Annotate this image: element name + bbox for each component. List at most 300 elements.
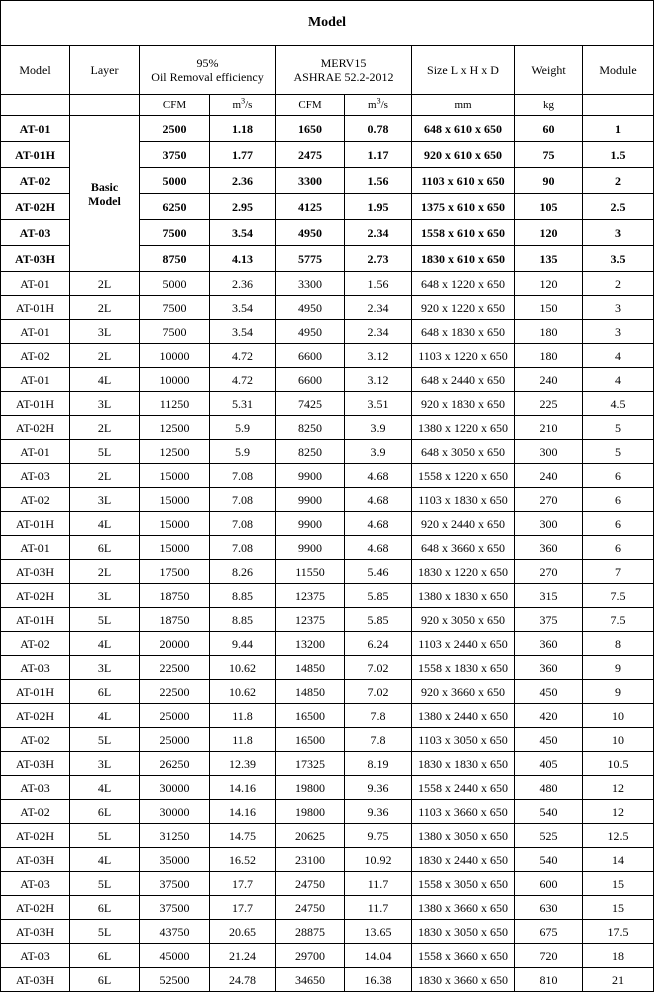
cell-module: 15 <box>583 896 654 920</box>
cell-module: 21 <box>583 968 654 992</box>
cell-weight: 240 <box>515 464 583 488</box>
unit-cfm: CFM <box>276 95 345 116</box>
cell-m3s1: 2.36 <box>210 272 276 296</box>
cell-weight: 360 <box>515 632 583 656</box>
cell-model: AT-02H <box>1 896 70 920</box>
cell-size: 920 x 1220 x 650 <box>412 296 515 320</box>
cell-cfm1: 18750 <box>140 584 210 608</box>
cell-size: 1830 x 1830 x 650 <box>412 752 515 776</box>
cell-cfm2: 4950 <box>276 296 345 320</box>
table-row <box>1 392 654 416</box>
cell-size: 920 x 1830 x 650 <box>412 392 515 416</box>
cell-cfm2: 13200 <box>276 632 345 656</box>
cell-m3s1: 17.7 <box>210 896 276 920</box>
cell-weight: 525 <box>515 824 583 848</box>
cell-m3s1: 24.78 <box>210 968 276 992</box>
cell-m3s2: 3.9 <box>345 416 412 440</box>
cell-size: 1103 x 610 x 650 <box>412 168 515 194</box>
table-row <box>1 512 654 536</box>
unit-m3s-base: m <box>368 99 377 111</box>
cell-cfm2: 24750 <box>276 896 345 920</box>
cell-cfm1: 10000 <box>140 344 210 368</box>
cell-weight: 120 <box>515 272 583 296</box>
cell-cfm1: 30000 <box>140 800 210 824</box>
cell-layer: 2L <box>70 416 140 440</box>
cell-module: 5 <box>583 416 654 440</box>
cell-m3s1: 21.24 <box>210 944 276 968</box>
cell-cfm1: 31250 <box>140 824 210 848</box>
cell-module: 3 <box>583 320 654 344</box>
cell-module: 2 <box>583 272 654 296</box>
cell-cfm1: 52500 <box>140 968 210 992</box>
cell-layer-basic-model <box>70 116 140 272</box>
cell-size: 920 x 3050 x 650 <box>412 608 515 632</box>
cell-weight: 270 <box>515 488 583 512</box>
cell-cfm1: 10000 <box>140 368 210 392</box>
cell-m3s1: 2.95 <box>210 194 276 220</box>
cell-weight: 375 <box>515 608 583 632</box>
unit-cfm: CFM <box>140 95 210 116</box>
table-row <box>1 464 654 488</box>
unit-m3s-base: m <box>232 99 242 111</box>
cell-size: 1380 x 3660 x 650 <box>412 896 515 920</box>
cell-m3s1: 4.72 <box>210 368 276 392</box>
cell-cfm1: 2500 <box>140 116 210 142</box>
cell-module: 10.5 <box>583 752 654 776</box>
cell-weight: 300 <box>515 512 583 536</box>
cell-cfm1: 3750 <box>140 142 210 168</box>
table-row <box>1 116 654 142</box>
header-weight: Weight <box>515 46 583 95</box>
cell-size: 1103 x 3660 x 650 <box>412 800 515 824</box>
cell-m3s2: 9.36 <box>345 776 412 800</box>
cell-cfm1: 6250 <box>140 194 210 220</box>
cell-cfm2: 8250 <box>276 440 345 464</box>
cell-cfm2: 6600 <box>276 344 345 368</box>
cell-m3s2: 7.8 <box>345 728 412 752</box>
cell-m3s2: 9.75 <box>345 824 412 848</box>
cell-module: 12 <box>583 776 654 800</box>
cell-m3s2: 14.04 <box>345 944 412 968</box>
cell-weight: 450 <box>515 728 583 752</box>
cell-weight: 210 <box>515 416 583 440</box>
header-oil-line1: 95% <box>196 56 219 70</box>
unit-m3s <box>345 95 412 116</box>
cell-layer: 5L <box>70 824 140 848</box>
unit-m3s-tail: /s <box>245 99 253 111</box>
cell-m3s2: 2.34 <box>345 296 412 320</box>
cell-weight: 180 <box>515 320 583 344</box>
cell-weight: 315 <box>515 584 583 608</box>
cell-size: 1830 x 2440 x 650 <box>412 848 515 872</box>
cell-module: 18 <box>583 944 654 968</box>
cell-size: 1558 x 610 x 650 <box>412 220 515 246</box>
cell-cfm1: 26250 <box>140 752 210 776</box>
cell-cfm1: 7500 <box>140 320 210 344</box>
cell-cfm1: 12500 <box>140 416 210 440</box>
header-merv-line2: ASHRAE 52.2-2012 <box>293 70 394 84</box>
cell-m3s1: 2.36 <box>210 168 276 194</box>
table-row <box>1 584 654 608</box>
table-row <box>1 752 654 776</box>
cell-layer: 5L <box>70 440 140 464</box>
cell-cfm2: 6600 <box>276 368 345 392</box>
cell-module: 9 <box>583 680 654 704</box>
unit-m3s-sup: 3 <box>376 96 381 106</box>
cell-module: 17.5 <box>583 920 654 944</box>
cell-model: AT-02H <box>1 704 70 728</box>
cell-m3s2: 4.68 <box>345 536 412 560</box>
table-row <box>1 296 654 320</box>
table-row <box>1 416 654 440</box>
cell-cfm2: 2475 <box>276 142 345 168</box>
cell-m3s1: 5.9 <box>210 416 276 440</box>
table-row <box>1 560 654 584</box>
cell-weight: 225 <box>515 392 583 416</box>
cell-m3s2: 1.56 <box>345 272 412 296</box>
cell-weight: 420 <box>515 704 583 728</box>
cell-m3s1: 3.54 <box>210 220 276 246</box>
cell-model: AT-02H <box>1 416 70 440</box>
cell-layer: 4L <box>70 368 140 392</box>
cell-cfm2: 17325 <box>276 752 345 776</box>
header-merv <box>276 46 412 95</box>
cell-module: 2.5 <box>583 194 654 220</box>
cell-layer: 4L <box>70 704 140 728</box>
cell-m3s2: 3.12 <box>345 368 412 392</box>
cell-weight: 300 <box>515 440 583 464</box>
cell-m3s2: 7.02 <box>345 656 412 680</box>
cell-module: 2 <box>583 168 654 194</box>
cell-m3s2: 1.56 <box>345 168 412 194</box>
table-row <box>1 608 654 632</box>
cell-cfm1: 5000 <box>140 272 210 296</box>
cell-size: 1558 x 2440 x 650 <box>412 776 515 800</box>
cell-module: 7.5 <box>583 608 654 632</box>
header-model: Model <box>1 46 70 95</box>
table-row <box>1 320 654 344</box>
cell-weight: 150 <box>515 296 583 320</box>
cell-module: 3 <box>583 296 654 320</box>
cell-cfm1: 11250 <box>140 392 210 416</box>
table-row <box>1 704 654 728</box>
table-row <box>1 968 654 992</box>
header-size: Size L x H x D <box>412 46 515 95</box>
cell-weight: 60 <box>515 116 583 142</box>
unit-m3s-tail: /s <box>380 99 388 111</box>
cell-weight: 630 <box>515 896 583 920</box>
cell-cfm2: 14850 <box>276 680 345 704</box>
cell-size: 920 x 3660 x 650 <box>412 680 515 704</box>
cell-weight: 480 <box>515 776 583 800</box>
cell-size: 1830 x 3660 x 650 <box>412 968 515 992</box>
table-row <box>1 920 654 944</box>
cell-cfm1: 20000 <box>140 632 210 656</box>
cell-cfm1: 5000 <box>140 168 210 194</box>
cell-cfm1: 22500 <box>140 680 210 704</box>
cell-model: AT-03H <box>1 560 70 584</box>
cell-cfm2: 8250 <box>276 416 345 440</box>
cell-m3s1: 1.77 <box>210 142 276 168</box>
cell-model: AT-02 <box>1 728 70 752</box>
cell-layer: 6L <box>70 944 140 968</box>
cell-size: 1380 x 3050 x 650 <box>412 824 515 848</box>
cell-weight: 405 <box>515 752 583 776</box>
cell-module: 10 <box>583 728 654 752</box>
cell-cfm1: 15000 <box>140 536 210 560</box>
cell-m3s1: 7.08 <box>210 488 276 512</box>
cell-cfm2: 3300 <box>276 272 345 296</box>
cell-m3s2: 7.8 <box>345 704 412 728</box>
cell-m3s2: 4.68 <box>345 512 412 536</box>
cell-module: 3 <box>583 220 654 246</box>
cell-layer: 6L <box>70 968 140 992</box>
cell-cfm2: 4950 <box>276 320 345 344</box>
cell-model: AT-03H <box>1 752 70 776</box>
cell-cfm2: 9900 <box>276 536 345 560</box>
cell-model: AT-03 <box>1 872 70 896</box>
cell-size: 1380 x 1830 x 650 <box>412 584 515 608</box>
cell-size: 1103 x 1830 x 650 <box>412 488 515 512</box>
table-row <box>1 680 654 704</box>
cell-size: 1830 x 1220 x 650 <box>412 560 515 584</box>
cell-layer: 3L <box>70 752 140 776</box>
cell-model: AT-03 <box>1 776 70 800</box>
cell-m3s2: 1.95 <box>345 194 412 220</box>
table-row <box>1 536 654 560</box>
cell-module: 15 <box>583 872 654 896</box>
cell-layer: 2L <box>70 464 140 488</box>
cell-cfm1: 15000 <box>140 464 210 488</box>
cell-model: AT-02 <box>1 488 70 512</box>
unit-blank <box>1 95 70 116</box>
basic-layer-line2: Model <box>88 193 121 208</box>
cell-model: AT-01 <box>1 320 70 344</box>
cell-module: 6 <box>583 488 654 512</box>
cell-size: 1830 x 3050 x 650 <box>412 920 515 944</box>
cell-m3s2: 3.9 <box>345 440 412 464</box>
cell-weight: 240 <box>515 368 583 392</box>
table-row <box>1 368 654 392</box>
table-row <box>1 800 654 824</box>
cell-module: 6 <box>583 536 654 560</box>
cell-size: 1558 x 1830 x 650 <box>412 656 515 680</box>
cell-m3s2: 0.78 <box>345 116 412 142</box>
cell-module: 5 <box>583 440 654 464</box>
cell-module: 4 <box>583 368 654 392</box>
cell-model: AT-03 <box>1 220 70 246</box>
cell-m3s2: 7.02 <box>345 680 412 704</box>
cell-m3s2: 4.68 <box>345 488 412 512</box>
cell-m3s1: 5.31 <box>210 392 276 416</box>
cell-size: 1375 x 610 x 650 <box>412 194 515 220</box>
table-title: Model <box>1 1 654 46</box>
cell-m3s1: 4.72 <box>210 344 276 368</box>
cell-cfm2: 12375 <box>276 584 345 608</box>
cell-m3s1: 7.08 <box>210 464 276 488</box>
cell-model: AT-01H <box>1 512 70 536</box>
cell-cfm1: 8750 <box>140 246 210 272</box>
cell-model: AT-03H <box>1 246 70 272</box>
cell-cfm1: 7500 <box>140 220 210 246</box>
cell-m3s1: 16.52 <box>210 848 276 872</box>
cell-cfm1: 35000 <box>140 848 210 872</box>
cell-module: 4.5 <box>583 392 654 416</box>
cell-model: AT-03 <box>1 464 70 488</box>
cell-m3s2: 13.65 <box>345 920 412 944</box>
cell-layer: 4L <box>70 776 140 800</box>
cell-cfm1: 45000 <box>140 944 210 968</box>
cell-weight: 450 <box>515 680 583 704</box>
cell-m3s2: 2.34 <box>345 320 412 344</box>
cell-m3s1: 11.8 <box>210 728 276 752</box>
cell-size: 648 x 3660 x 650 <box>412 536 515 560</box>
cell-weight: 360 <box>515 536 583 560</box>
header-module: Module <box>583 46 654 95</box>
cell-weight: 810 <box>515 968 583 992</box>
cell-model: AT-01 <box>1 440 70 464</box>
cell-model: AT-01H <box>1 608 70 632</box>
table-row <box>1 896 654 920</box>
cell-module: 8 <box>583 632 654 656</box>
unit-m3s-sup: 3 <box>241 96 246 106</box>
cell-model: AT-02H <box>1 584 70 608</box>
cell-m3s1: 8.26 <box>210 560 276 584</box>
cell-m3s2: 11.7 <box>345 872 412 896</box>
cell-m3s2: 1.17 <box>345 142 412 168</box>
cell-cfm2: 9900 <box>276 464 345 488</box>
cell-model: AT-01 <box>1 272 70 296</box>
cell-m3s2: 8.19 <box>345 752 412 776</box>
cell-m3s1: 7.08 <box>210 512 276 536</box>
cell-size: 648 x 3050 x 650 <box>412 440 515 464</box>
cell-m3s1: 14.75 <box>210 824 276 848</box>
table-row <box>1 440 654 464</box>
cell-m3s2: 2.34 <box>345 220 412 246</box>
cell-size: 920 x 2440 x 650 <box>412 512 515 536</box>
cell-m3s1: 14.16 <box>210 800 276 824</box>
cell-m3s2: 3.12 <box>345 344 412 368</box>
cell-m3s1: 4.13 <box>210 246 276 272</box>
cell-layer: 6L <box>70 680 140 704</box>
cell-m3s1: 14.16 <box>210 776 276 800</box>
cell-m3s2: 16.38 <box>345 968 412 992</box>
header-merv-line1: MERV15 <box>320 56 367 70</box>
cell-layer: 3L <box>70 488 140 512</box>
cell-weight: 540 <box>515 800 583 824</box>
cell-cfm1: 25000 <box>140 728 210 752</box>
cell-m3s2: 4.68 <box>345 464 412 488</box>
header-oil-line2: Oil Removal efficiency <box>151 70 264 84</box>
cell-cfm1: 15000 <box>140 512 210 536</box>
cell-m3s1: 9.44 <box>210 632 276 656</box>
cell-size: 1380 x 1220 x 650 <box>412 416 515 440</box>
cell-size: 1558 x 3050 x 650 <box>412 872 515 896</box>
cell-cfm1: 18750 <box>140 608 210 632</box>
cell-cfm2: 5775 <box>276 246 345 272</box>
cell-cfm2: 14850 <box>276 656 345 680</box>
cell-cfm1: 15000 <box>140 488 210 512</box>
cell-module: 9 <box>583 656 654 680</box>
table-row <box>1 272 654 296</box>
cell-module: 3.5 <box>583 246 654 272</box>
cell-weight: 75 <box>515 142 583 168</box>
cell-cfm2: 29700 <box>276 944 345 968</box>
unit-blank <box>70 95 140 116</box>
cell-layer: 3L <box>70 392 140 416</box>
table-row <box>1 344 654 368</box>
cell-weight: 105 <box>515 194 583 220</box>
cell-cfm1: 43750 <box>140 920 210 944</box>
cell-m3s2: 5.85 <box>345 608 412 632</box>
cell-cfm1: 30000 <box>140 776 210 800</box>
cell-size: 648 x 610 x 650 <box>412 116 515 142</box>
cell-model: AT-02 <box>1 800 70 824</box>
cell-model: AT-03H <box>1 848 70 872</box>
cell-layer: 6L <box>70 896 140 920</box>
cell-model: AT-02 <box>1 344 70 368</box>
cell-cfm2: 1650 <box>276 116 345 142</box>
cell-size: 1103 x 3050 x 650 <box>412 728 515 752</box>
cell-cfm2: 9900 <box>276 488 345 512</box>
cell-model: AT-01 <box>1 536 70 560</box>
cell-layer: 6L <box>70 800 140 824</box>
cell-cfm1: 17500 <box>140 560 210 584</box>
cell-model: AT-01H <box>1 680 70 704</box>
cell-cfm2: 20625 <box>276 824 345 848</box>
cell-module: 6 <box>583 512 654 536</box>
cell-weight: 90 <box>515 168 583 194</box>
header-oil-removal <box>140 46 276 95</box>
cell-m3s2: 10.92 <box>345 848 412 872</box>
cell-cfm2: 24750 <box>276 872 345 896</box>
unit-mm: mm <box>412 95 515 116</box>
cell-size: 1830 x 610 x 650 <box>412 246 515 272</box>
cell-layer: 4L <box>70 512 140 536</box>
cell-layer: 3L <box>70 320 140 344</box>
cell-cfm2: 19800 <box>276 800 345 824</box>
cell-weight: 120 <box>515 220 583 246</box>
cell-size: 920 x 610 x 650 <box>412 142 515 168</box>
cell-module: 10 <box>583 704 654 728</box>
cell-m3s1: 3.54 <box>210 320 276 344</box>
cell-module: 1 <box>583 116 654 142</box>
cell-cfm1: 25000 <box>140 704 210 728</box>
cell-model: AT-01 <box>1 116 70 142</box>
cell-m3s1: 5.9 <box>210 440 276 464</box>
cell-layer: 6L <box>70 536 140 560</box>
cell-layer: 5L <box>70 872 140 896</box>
table-row <box>1 848 654 872</box>
cell-module: 4 <box>583 344 654 368</box>
cell-cfm2: 7425 <box>276 392 345 416</box>
cell-weight: 600 <box>515 872 583 896</box>
cell-cfm2: 9900 <box>276 512 345 536</box>
cell-layer: 2L <box>70 296 140 320</box>
cell-layer: 4L <box>70 848 140 872</box>
cell-m3s1: 7.08 <box>210 536 276 560</box>
cell-module: 12 <box>583 800 654 824</box>
cell-module: 6 <box>583 464 654 488</box>
cell-m3s2: 5.46 <box>345 560 412 584</box>
cell-layer: 5L <box>70 728 140 752</box>
cell-layer: 2L <box>70 560 140 584</box>
cell-weight: 675 <box>515 920 583 944</box>
cell-weight: 360 <box>515 656 583 680</box>
cell-m3s1: 1.18 <box>210 116 276 142</box>
cell-cfm2: 4125 <box>276 194 345 220</box>
cell-cfm2: 28875 <box>276 920 345 944</box>
